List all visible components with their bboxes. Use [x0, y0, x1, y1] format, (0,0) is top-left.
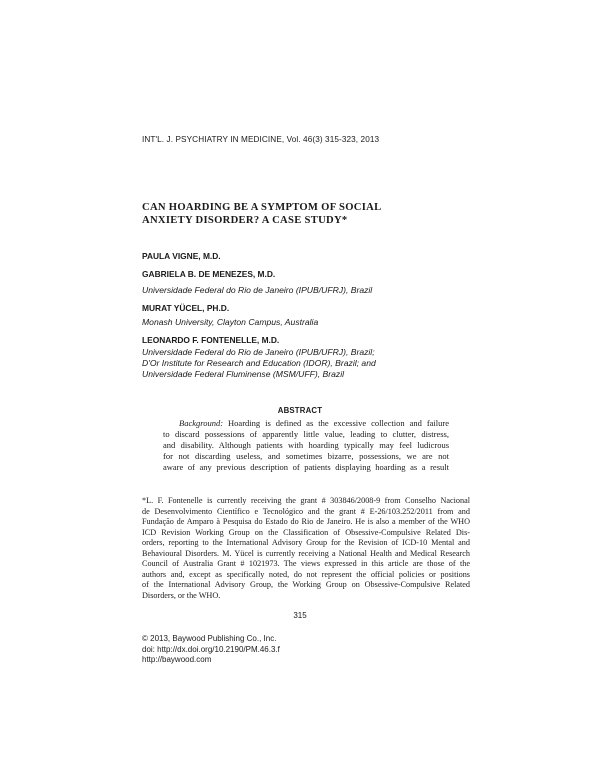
journal-header: INT'L. J. PSYCHIATRY IN MEDICINE, Vol. 46(3) 315-323, 2013	[142, 135, 380, 144]
abstract-line: aware of any previous description of patients displaying hoarding as a result	[163, 462, 449, 472]
affiliation-line: Universidade Federal Fluminense (MSM/UFF), Brazil	[142, 369, 345, 380]
abstract-body	[163, 418, 449, 473]
affiliation-line: D'Or Institute for Research and Education (IDOR), Brazil; and	[142, 358, 376, 369]
author-affiliation: Universidade Federal do Rio de Janeiro (IPUB/UFRJ), Brazil	[142, 285, 373, 295]
footnote-line: de Desenvolvimento Científico e Tecnológico and the grant # E-26/103.252/2011 from and	[142, 506, 470, 516]
abstract-heading: ABSTRACT	[277, 406, 323, 415]
footnote-line: Council of Australia Grant # 1021973. The views expressed in this article are those of the	[142, 559, 470, 568]
article-title	[142, 201, 381, 227]
page-number: 315	[293, 611, 307, 620]
footnote-line: *L. F. Fontenelle is currently receiving the grant # 303846/2008-9 from Conselho Nacional	[142, 496, 470, 505]
abstract-line: and disability. Although patients with hoarding typically may feel ludicrous	[163, 440, 449, 450]
copyright-line: © 2013, Baywood Publishing Co., Inc.	[142, 634, 277, 643]
author-affiliation: Monash University, Clayton Campus, Australia	[142, 317, 319, 327]
footnote	[142, 496, 470, 601]
doi-line[interactable]: doi: http://dx.doi.org/10.2190/PM.46.3.f	[142, 644, 280, 654]
abstract-line: Background: Hoarding is defined as the excessive collection and failure	[179, 418, 449, 428]
footnote-line: Behavioural Disorders. M. Yücel is currently receiving a National Health and Medical Research	[142, 548, 470, 558]
abstract-line: to discard possessions of apparently little value, leading to clutter, distress,	[163, 429, 449, 439]
author-name: GABRIELA B. DE MENEZES, M.D.	[142, 269, 276, 279]
footnote-line: of the International Advisory Group, the Working Group on Obsessive-Compulsive Related	[142, 580, 470, 589]
title-line: ANXIETY DISORDER? A CASE STUDY*	[142, 215, 348, 226]
footnote-line: orders, reporting to the International Advisory Group for the Revision of ICD-10 Mental and	[142, 538, 470, 547]
abstract-lead: Background:	[179, 418, 224, 428]
author-name: PAULA VIGNE, M.D.	[142, 251, 221, 261]
abstract-line: for not discarding useless, and sometimes bizarre, possessions, we are not	[163, 451, 449, 461]
publisher-url[interactable]: http://baywood.com	[142, 655, 212, 664]
footnote-line: ICD Revision Working Group on the Classification of Obsessive-Compulsive Related Dis-	[142, 527, 470, 537]
author-affiliation	[142, 347, 376, 381]
footnote-line: authors and, except as specifically noted, do not represent the official policies or positions	[142, 569, 470, 579]
footnote-line: Disorders, or the WHO.	[142, 590, 221, 600]
author-name: LEONARDO F. FONTENELLE, M.D.	[142, 335, 280, 345]
author-name: MURAT YÜCEL, PH.D.	[142, 303, 230, 313]
footnote-line: Fundação de Amparo à Pesquisa do Estado do Rio de Janeiro. He is also a member of the WHO	[142, 517, 470, 526]
copyright-block	[142, 634, 280, 666]
title-line: CAN HOARDING BE A SYMPTOM OF SOCIAL	[142, 202, 382, 213]
affiliation-line: Universidade Federal do Rio de Janeiro (IPUB/UFRJ), Brazil;	[142, 347, 375, 357]
